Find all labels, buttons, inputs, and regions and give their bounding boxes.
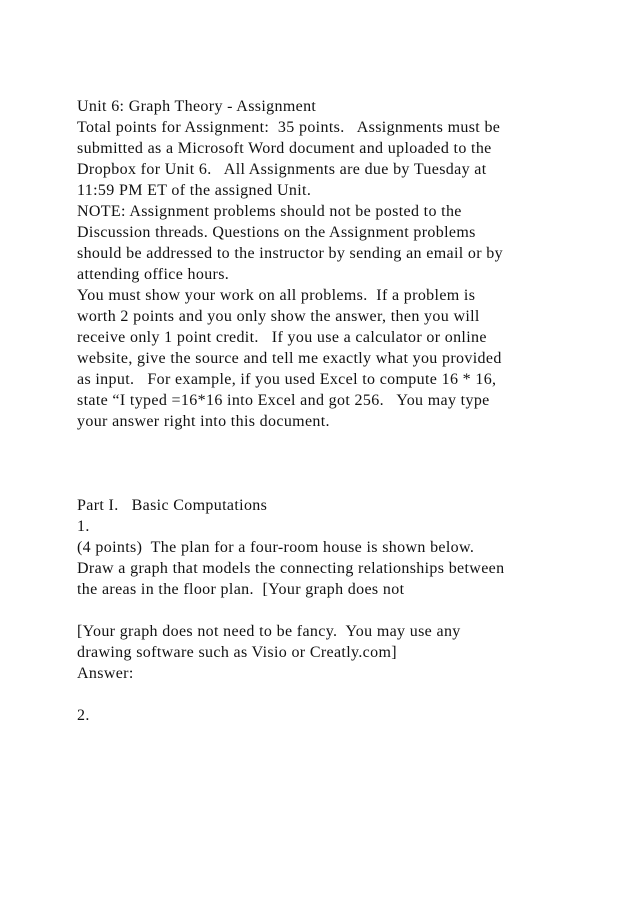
text-line: Dropbox for Unit 6. All Assignments are due by Tuesday at [77,161,487,178]
note-block [77,621,617,684]
question-number: 1. [77,518,90,535]
document-page [77,96,617,726]
answer-label: Answer: [77,665,134,682]
document-title: Unit 6: Graph Theory - Assignment [77,98,317,115]
text-line: [Your graph does not need to be fancy. You may use any [77,623,461,640]
text-line: Draw a graph that models the connecting relationships between [77,560,505,577]
text-line: worth 2 points and you only show the answer, then you will [77,308,480,325]
text-line: website, give the source and tell me exactly what you provided [77,350,502,367]
part-one-section [77,495,617,600]
spacer [77,684,617,705]
text-line: receive only 1 point credit. If you use a calculator or online [77,329,487,346]
question-two [77,705,617,726]
intro-paragraph [77,96,617,432]
text-line: the areas in the floor plan. [Your graph does not [77,581,405,598]
text-line: (4 points) The plan for a four-room house is shown below. [77,539,475,556]
text-line: submitted as a Microsoft Word document and uploaded to the [77,140,492,157]
text-line: Discussion threads. Questions on the Assignment problems [77,224,476,241]
spacer [77,432,617,495]
text-line: drawing software such as Visio or Creatly.com] [77,644,397,661]
spacer [77,600,617,621]
text-line: Total points for Assignment: 35 points. Assignments must be [77,119,501,136]
text-line: 11:59 PM ET of the assigned Unit. [77,182,312,199]
question-number: 2. [77,707,90,724]
text-line: as input. For example, if you used Excel to compute 16 * 16, [77,371,497,388]
text-line: You must show your work on all problems. If a problem is [77,287,476,304]
text-line: attending office hours. [77,266,230,283]
text-line: your answer right into this document. [77,413,330,430]
text-line: NOTE: Assignment problems should not be posted to the [77,203,462,220]
section-heading: Part I. Basic Computations [77,497,268,514]
text-line: state “I typed =16*16 into Excel and got 256. You may type [77,392,490,409]
text-line: should be addressed to the instructor by sending an email or by [77,245,503,262]
